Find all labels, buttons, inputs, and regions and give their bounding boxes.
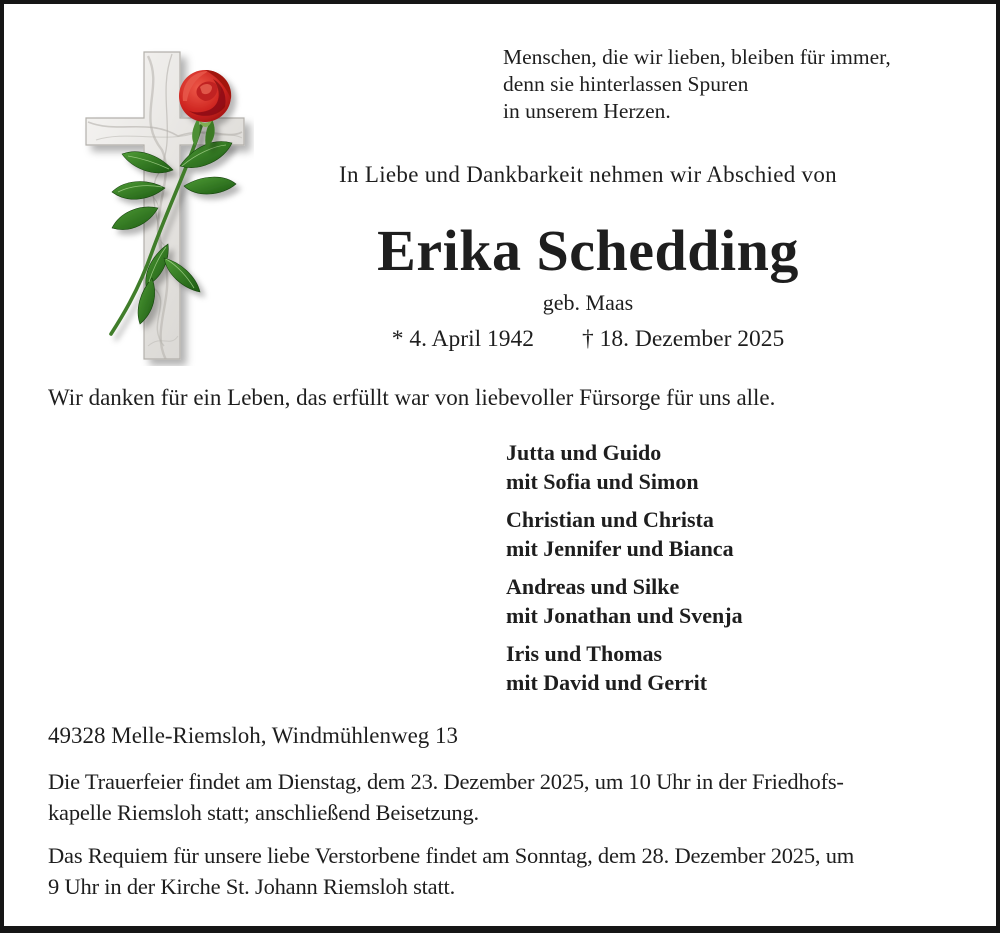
mourner-group	[506, 639, 743, 697]
quote-line: denn sie hinterlassen Spuren	[503, 72, 749, 96]
requiem-info	[48, 840, 854, 902]
mourner-children: mit Sofia und Simon	[506, 469, 699, 494]
mourners-list	[506, 438, 743, 706]
death-date: † 18. Dezember 2025	[582, 326, 785, 352]
birth-date: * 4. April 1942	[391, 326, 534, 352]
funeral-info	[48, 766, 844, 828]
mourner-family: Iris und Thomas	[506, 641, 663, 666]
farewell-intro: In Liebe und Dankbarkeit nehmen wir Abschied von	[339, 162, 837, 187]
cross-rose-icon	[74, 46, 254, 366]
mourner-children: mit Jonathan und Svenja	[506, 603, 743, 628]
mourner-children: mit David und Gerrit	[506, 670, 708, 695]
maiden-name: geb. Maas	[542, 290, 634, 315]
quote-line: in unserem Herzen.	[503, 99, 671, 123]
memorial-quote	[503, 44, 891, 125]
mourner-family: Christian und Christa	[506, 507, 714, 532]
requiem-info-line: 9 Uhr in der Kirche St. Johann Riemsloh statt.	[48, 874, 455, 899]
funeral-info-line: kapelle Riemsloh statt; anschließend Beisetzung.	[48, 800, 479, 825]
mourner-group	[506, 438, 743, 496]
quote-line: Menschen, die wir lieben, bleiben für immer,	[503, 45, 891, 69]
mourner-family: Andreas und Silke	[506, 574, 680, 599]
thanks-line: Wir danken für ein Leben, das erfüllt war von liebevoller Fürsorge für uns alle.	[48, 385, 776, 410]
mourner-group	[506, 572, 743, 630]
mourner-family: Jutta und Guido	[506, 440, 662, 465]
mourner-group	[506, 505, 743, 563]
life-dates	[174, 326, 1000, 353]
deceased-name: Erika Schedding	[377, 218, 799, 283]
funeral-info-line: Die Trauerfeier findet am Dienstag, dem 23. Dezember 2025, um 10 Uhr in der Friedhofs-	[48, 769, 844, 794]
family-address: 49328 Melle-Riemsloh, Windmühlenweg 13	[48, 723, 459, 748]
requiem-info-line: Das Requiem für unsere liebe Verstorbene findet am Sonntag, dem 28. Dezember 2025, um	[48, 843, 855, 868]
mourner-children: mit Jennifer und Bianca	[506, 536, 734, 561]
